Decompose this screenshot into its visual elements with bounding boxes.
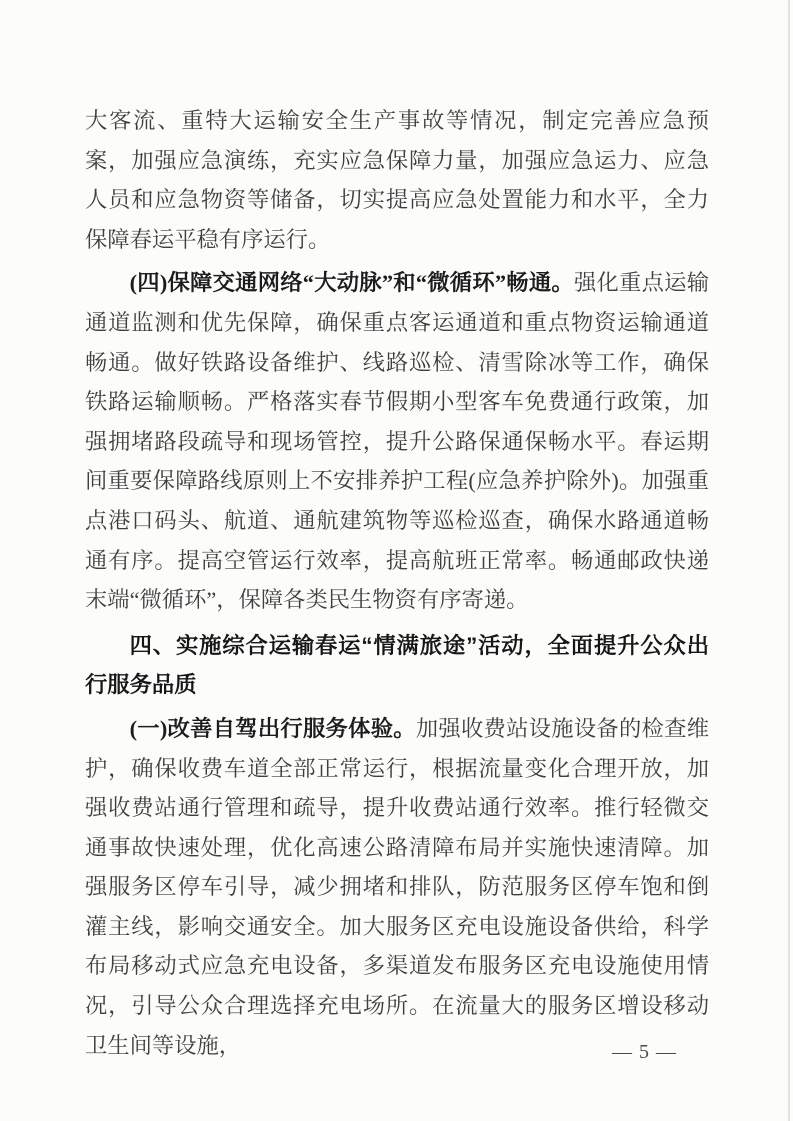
section-1-lead: (一)改善自驾出行服务体验。 bbox=[129, 715, 416, 741]
section-4-text: 强化重点运输通道监测和优先保障，确保重点客运通道和重点物资运输通道畅通。做好铁路设备维护、线路巡检、清雪除冰等工作，确保铁路运输顺畅。严格落实春节假期小型客车免费通行政策，加强拥堵路段疏导和现场管控，提升公路保通保畅水平。春运期间重要保障路线原则上不安排养护工程(应急养护除外)。加强重点港口码头、航道、通航建筑物等巡检巡查，确保水路通道畅通有序。提高空管运行效率，提高航班正常率。畅通邮政快递末端“微循环”，保障各类民生物资有序寄递。 bbox=[85, 270, 709, 613]
scan-edge-artifact bbox=[788, 0, 790, 1121]
page-number: — 5 — bbox=[612, 1041, 677, 1063]
paragraph-section-1 bbox=[85, 709, 709, 1065]
section-1-text: 加强收费站设施设备的检查维护，确保收费车道全部正常运行，根据流量变化合理开放，加强收费站通行管理和疏导，提升收费站通行效率。推行轻微交通事故快速处理，优化高速公路清障布局并实施快速清障。加强服务区停车引导，减少拥堵和排队，防范服务区停车饱和倒灌主线，影响交通安全。加大服务区充电设施设备供给，科学布局移动式应急充电设备，多渠道发布服务区充电设施使用情况，引导公众合理选择充电场所。在流量大的服务区增设移动卫生间等设施， bbox=[85, 715, 709, 1058]
heading-part-four: 四、实施综合运输春运“情满旅途”活动，全面提升公众出行服务品质 bbox=[85, 632, 709, 698]
section-4-lead: (四)保障交通网络“大动脉”和“微循环”畅通。 bbox=[129, 270, 574, 296]
document-body bbox=[85, 101, 709, 1065]
paragraph-continued-from-previous-page: 大客流、重特大运输安全生产事故等情况，制定完善应急预案，加强应急演练，充实应急保障力量，加强应急运力、应急人员和应急物资等储备，切实提高应急处置能力和水平，全力保障春运平稳有序运行。 bbox=[85, 108, 709, 252]
paragraph-section-4 bbox=[85, 263, 709, 619]
